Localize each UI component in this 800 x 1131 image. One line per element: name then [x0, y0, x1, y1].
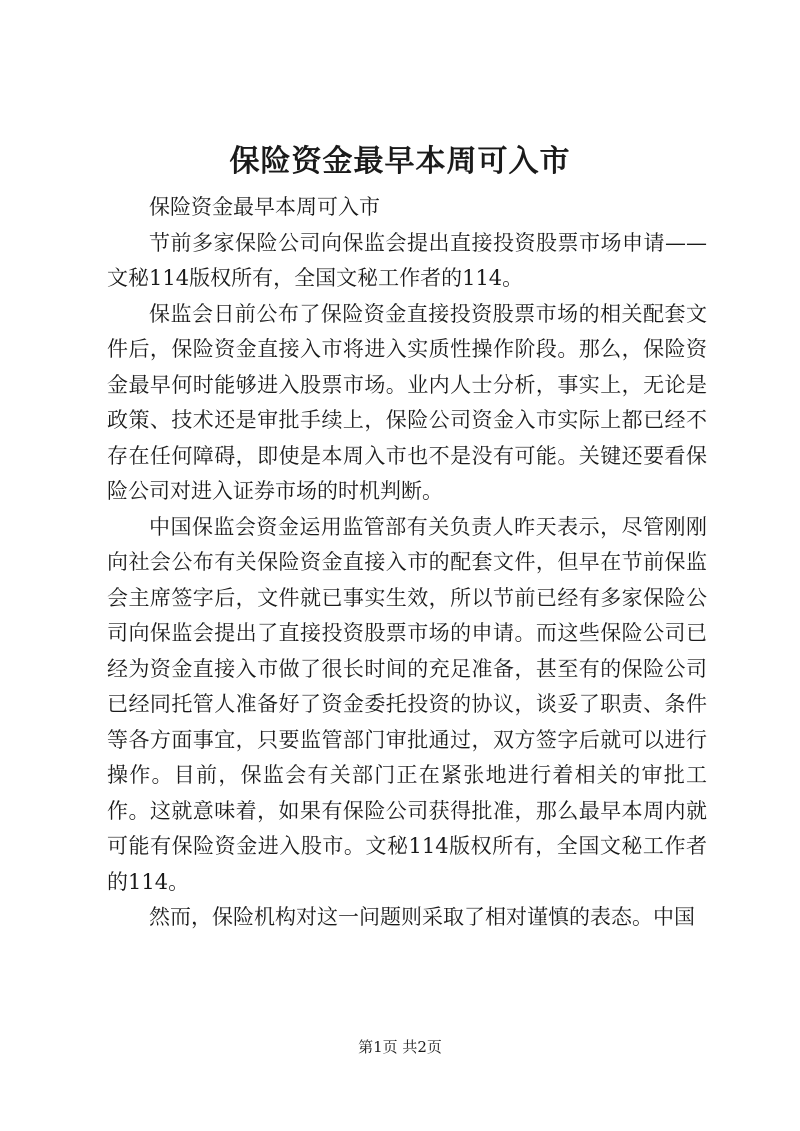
paragraph: 保监会日前公布了保险资金直接投资股票市场的相关配套文件后，保险资金直接入市将进入实质性操作阶段。那么，保险资金最早何时能够进入股票市场。业内人士分析，事实上，无论是政策、技术还是审批手续上，保险公司资金入市实际上都已经不存在任何障碍，即使是本周入市也不是没有可能。关键还要看保险公司对进入证券市场的时机判断。	[107, 301, 707, 503]
paragraph: 节前多家保险公司向保监会提出直接投资股票市场申请——文秘114版权所有，全国文秘工作者的114。	[107, 230, 707, 290]
paragraph: 中国保监会资金运用监管部有关负责人昨天表示，尽管刚刚向社会公布有关保险资金直接入市的配套文件，但早在节前保监会主席签字后，文件就已事实生效，所以节前已经有多家保险公司向保监会提出了直接投资股票市场的申请。而这些保险公司已经为资金直接入市做了很长时间的充足准备，甚至有的保险公司已经同托管人准备好了资金委托投资的协议，谈妥了职责、条件等各方面事宜，只要监管部门审批通过，双方签字后就可以进行操作。目前，保监会有关部门正在紧张地进行着相关的审批工作。这就意味着，如果有保险公司获得批准，那么最早本周内就可能有保险资金进入股市。文秘114版权所有，全国文秘工作者的114。	[107, 514, 707, 894]
document-body	[107, 190, 707, 936]
page-footer: 第1页 共2页	[358, 1038, 442, 1056]
paragraph: 然而，保险机构对这一问题则采取了相对谨慎的表态。中国	[149, 905, 695, 929]
document-title: 保险资金最早本周可入市	[229, 144, 571, 179]
paragraph-subtitle: 保险资金最早本周可入市	[149, 195, 380, 219]
